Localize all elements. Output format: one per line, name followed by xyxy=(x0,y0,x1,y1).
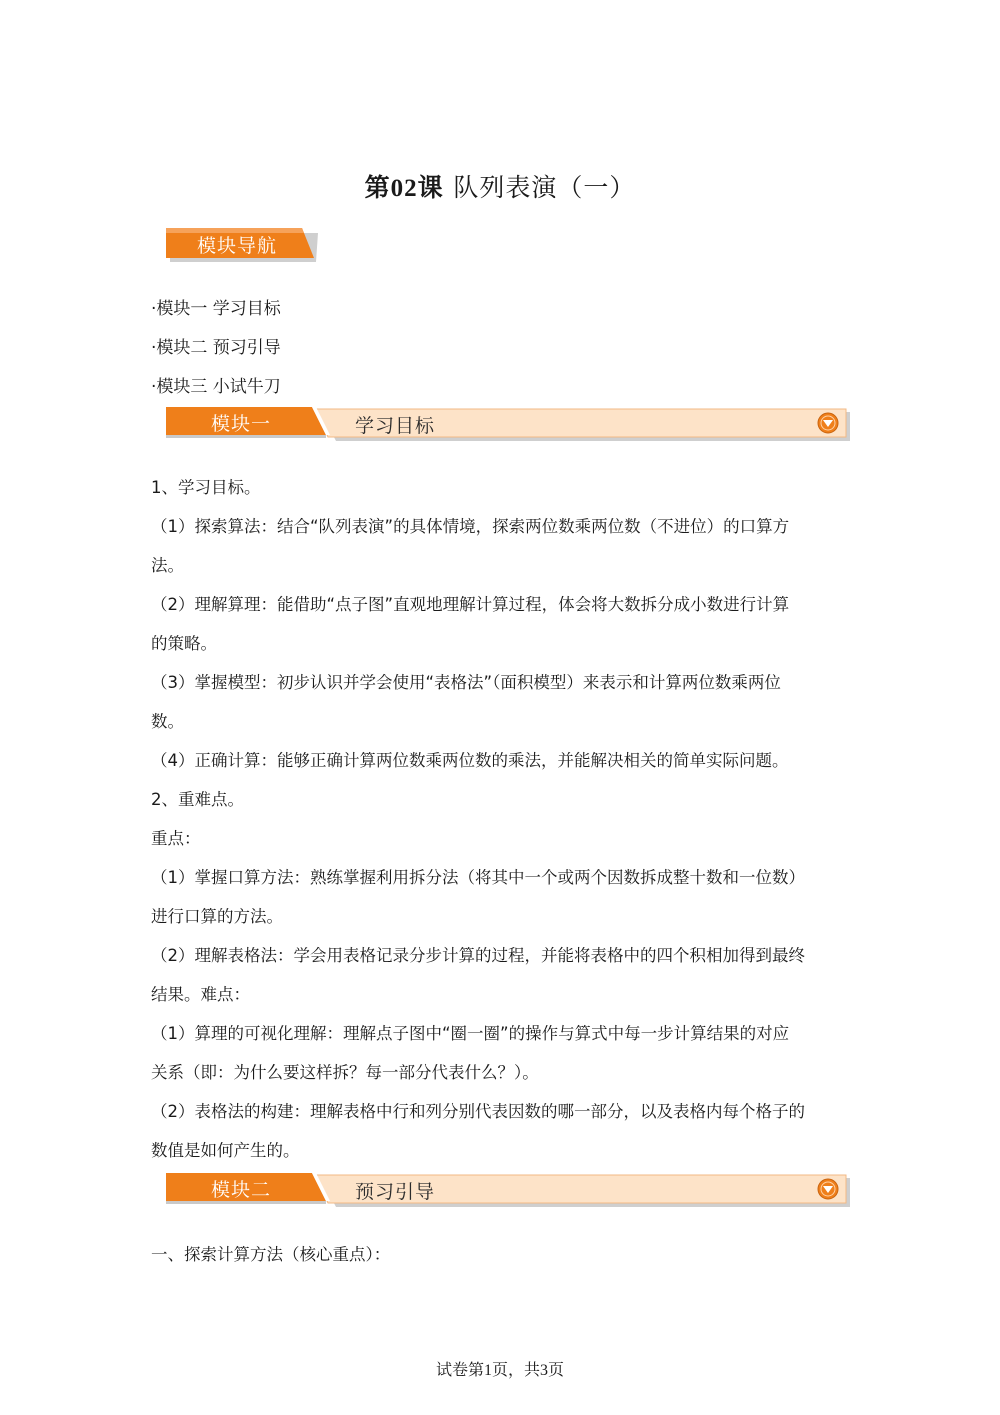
chevron-down-icon[interactable] xyxy=(817,1178,839,1200)
text-line: （1）掌握口算方法：熟练掌握利用拆分法（将其中一个或两个因数拆成整十数和一位数） xyxy=(151,868,805,887)
text-line: （2）理解表格法：学会用表格记录分步计算的过程，并能将表格中的四个积相加得到最终 xyxy=(151,946,805,965)
toc-item-module3[interactable]: ·模块三 小试牛刀 xyxy=(151,377,281,397)
text-line: 重点： xyxy=(151,829,201,848)
text-line: （2）表格法的构建：理解表格中行和列分别代表因数的哪一部分，以及表格内每个格子的 xyxy=(151,1102,805,1121)
module2-title: 预习引导 xyxy=(355,1181,436,1203)
nav-tab-label: 模块导航 xyxy=(196,235,277,257)
module1-title: 学习目标 xyxy=(355,415,436,437)
module-nav-tab xyxy=(166,228,318,262)
text-line: （2）理解算理：能借助“点子图”直观地理解计算过程，体会将大数拆分成小数进行计算 xyxy=(151,595,790,614)
toc-item-module2[interactable]: ·模块二 预习引导 xyxy=(151,338,281,358)
text-line: 数。 xyxy=(151,712,184,731)
text-line: 关系（即：为什么要这样拆？每一部分代表什么？）。 xyxy=(151,1063,539,1082)
text-line: （3）掌握模型：初步认识并学会使用“表格法”（面积模型）来表示和计算两位数乘两位 xyxy=(151,673,781,692)
module1-label: 模块一 xyxy=(210,413,271,435)
module2-label: 模块二 xyxy=(210,1179,271,1201)
text-line: 2、重难点。 xyxy=(151,790,244,809)
text-line: （1）探索算法：结合“队列表演”的具体情境，探索两位数乘两位数（不进位）的口算方 xyxy=(151,517,790,536)
text-line: 结果。难点： xyxy=(151,985,250,1004)
title-name: 队列表演（一） xyxy=(453,173,636,202)
title-number: 02 xyxy=(390,175,418,202)
title-prefix: 第 xyxy=(364,173,391,202)
text-line: 数值是如何产生的。 xyxy=(151,1141,300,1160)
toc-item-module1[interactable]: ·模块一 学习目标 xyxy=(151,299,281,319)
chevron-down-icon[interactable] xyxy=(817,412,839,434)
page-title xyxy=(0,168,1000,204)
module2-banner xyxy=(166,1173,850,1207)
title-suffix: 课 xyxy=(417,173,444,202)
page-footer: 试卷第1页，共3页 xyxy=(435,1362,564,1379)
text-line: 法。 xyxy=(151,556,184,575)
text-line: 的策略。 xyxy=(151,634,217,653)
text-line: 进行口算的方法。 xyxy=(151,907,283,926)
text-line: （4）正确计算：能够正确计算两位数乘两位数的乘法，并能解决相关的简单实际问题。 xyxy=(151,751,789,770)
text-line: 1、学习目标。 xyxy=(151,478,261,497)
module1-banner xyxy=(166,407,850,441)
text-line: （1）算理的可视化理解：理解点子图中“圈一圈”的操作与算式中每一步计算结果的对应 xyxy=(151,1024,790,1043)
section-heading: 一、探索计算方法（核心重点）： xyxy=(151,1245,391,1264)
